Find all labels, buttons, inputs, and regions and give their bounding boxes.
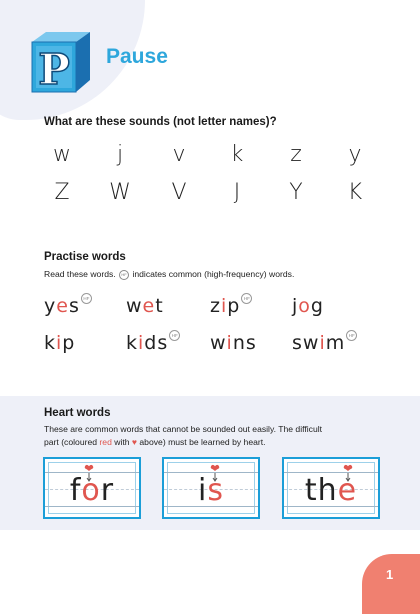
hf-badge-icon: HF [119,270,129,280]
practise-word: wins [210,332,257,354]
letter: j [116,142,124,167]
letter: Z [54,180,70,205]
heart-word: i s [164,473,258,509]
hf-badge-icon: HF [81,293,92,304]
letter: W [109,180,131,205]
letter: J [233,180,241,205]
practise-word: jog [292,295,324,317]
heart-word-card [162,457,260,519]
heart-heading: Heart words [44,407,111,419]
letter: K [347,180,363,205]
hf-badge-icon: HF [241,293,252,304]
heart-desc-line1: These are common words that cannot be sounded out easily. The difficult [44,424,323,434]
letter: y [348,142,362,167]
practise-heading: Practise words [44,251,126,263]
heart-arrow-icon [210,464,220,482]
practise-word: kids HF [126,332,180,354]
practise-word: wet [126,295,164,317]
p-block-logo [26,30,92,96]
practise-word: yes HF [44,295,92,317]
page-number-tab [362,554,420,614]
practise-word: zip HF [210,295,252,317]
hf-badge-icon: HF [169,330,180,341]
letter: z [290,142,302,167]
heart-word-card [43,457,141,519]
page-title: Pause [106,45,168,68]
letter: v [172,142,186,167]
practise-intro: Read these words. HF indicates common (high-frequency) words. [44,269,295,279]
heart-word: th e [284,473,378,509]
heart-arrow-icon [343,464,353,482]
letter: w [53,142,71,167]
heart-arrow-icon [84,464,94,482]
practise-word: kip [44,332,76,354]
letter: V [171,180,187,205]
letter: k [230,142,244,167]
sounds-heading: What are these sounds (not letter names)? [44,116,277,128]
hf-badge-icon: HF [346,330,357,341]
page-number: 1 [386,567,394,582]
heart-icon: ♥ [131,437,138,447]
practise-word: swim HF [292,332,357,354]
heart-word: f or [45,473,139,509]
logo-letter: P [38,45,70,94]
heart-desc-line2: part (coloured red with ♥ above) must be learned by heart. [44,437,266,447]
heart-word-card [282,457,380,519]
letter: Y [289,180,303,205]
